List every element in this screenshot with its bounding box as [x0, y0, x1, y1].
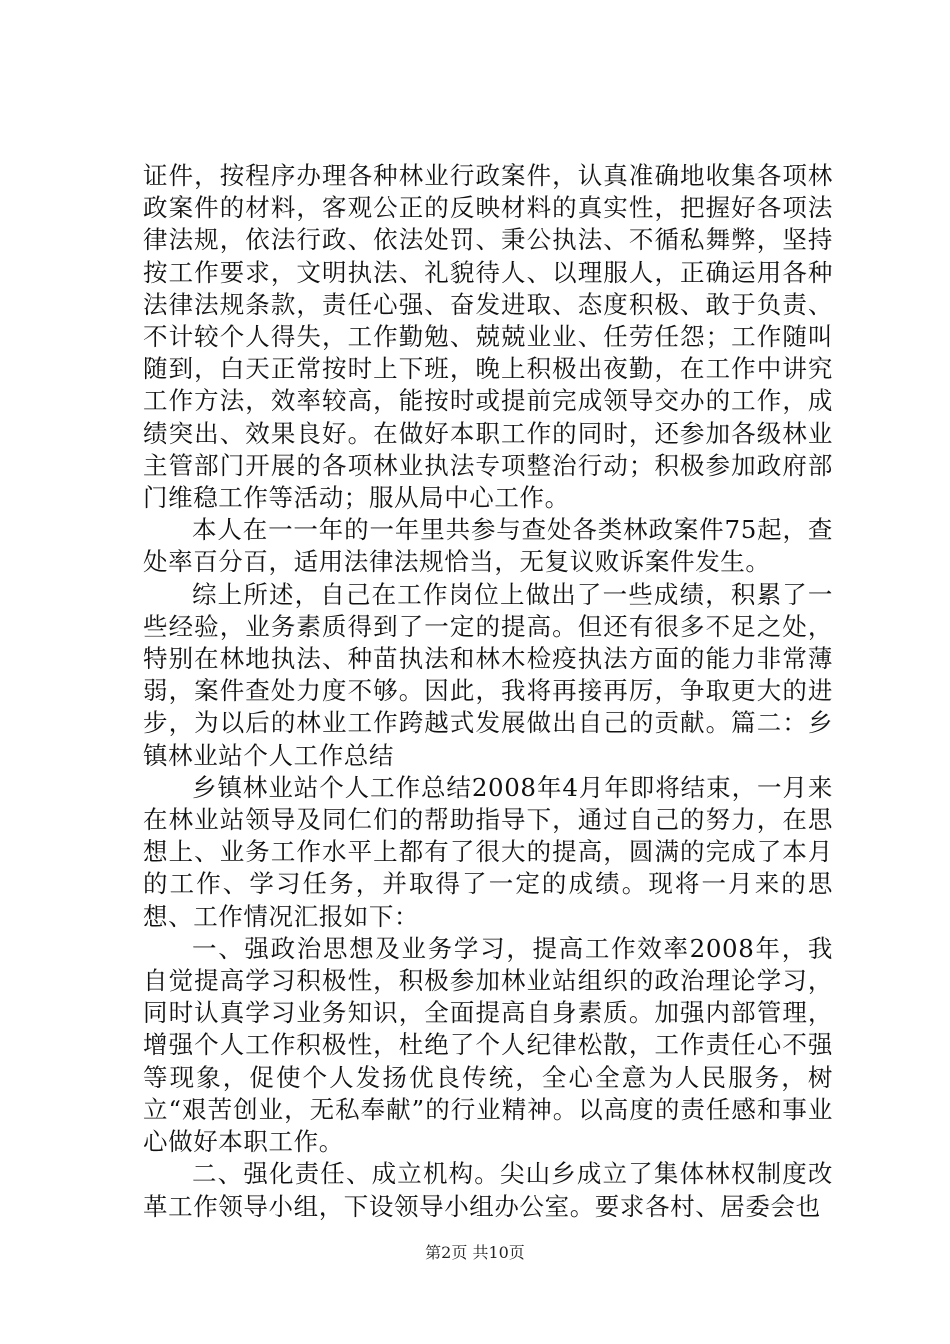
paragraph-6: 二、强化责任、成立机构。尖山乡成立了集体林权制度改革工作领导小组，下设领导小组办公室。要求各村、居委会也 [143, 1159, 833, 1221]
page-footer: 第2页 共10页 [425, 1243, 525, 1262]
paragraph-3: 综上所述，自己在工作岗位上做出了一些成绩，积累了一些经验，业务素质得到了一定的提高。但还有很多不足之处，特别在林地执法、种苗执法和林木检疫执法方面的能力非常薄弱，案件查处力度不够。因此，我将再接再厉，争取更大的进步，为以后的林业工作跨越式发展做出自己的贡献。篇二：乡镇林业站个人工作总结 [143, 579, 833, 770]
paragraph-1: 证件，按程序办理各种林业行政案件，认真准确地收集各项林政案件的材料，客观公正的反映材料的真实性，把握好各项法律法规，依法行政、依法处罚、秉公执法、不循私舞弊，坚持按工作要求，文明执法、礼貌待人、以理服人，正确运用各种法律法规条款，责任心强、奋发进取、态度积极、敢于负责、不计较个人得失，工作勤勉、兢兢业业、任劳任怨；工作随叫随到，白天正常按时上下班，晚上积极出夜勤，在工作中讲究工作方法，效率较高，能按时或提前完成领导交办的工作，成绩突出、效果良好。在做好本职工作的同时，还参加各级林业主管部门开展的各项林业执法专项整治行动；积极参加政府部门维稳工作等活动；服从局中心工作。 [143, 161, 833, 513]
document-body [143, 160, 833, 1223]
paragraph-2: 本人在一一年的一年里共参与查处各类林政案件75起，查处率百分百，适用法律法规恰当，无复议败诉案件发生。 [143, 515, 833, 577]
paragraph-4: 乡镇林业站个人工作总结2008年4月年即将结束，一月来在林业站领导及同仁们的帮助指导下，通过自己的努力，在思想上、业务工作水平上都有了很大的提高，圆满的完成了本月的工作、学习任务，并取得了一定的成绩。现将一月来的思想、工作情况汇报如下： [143, 772, 833, 931]
paragraph-5: 一、强政治思想及业务学习，提高工作效率2008年，我自觉提高学习积极性，积极参加林业站组织的政治理论学习，同时认真学习业务知识，全面提高自身素质。加强内部管理，增强个人工作积极性，杜绝了个人纪律松散，工作责任心不强等现象，促使个人发扬优良传统，全心全意为人民服务，树立“艰苦创业，无私奉献”的行业精神。以高度的责任感和事业心做好本职工作。 [143, 933, 833, 1157]
